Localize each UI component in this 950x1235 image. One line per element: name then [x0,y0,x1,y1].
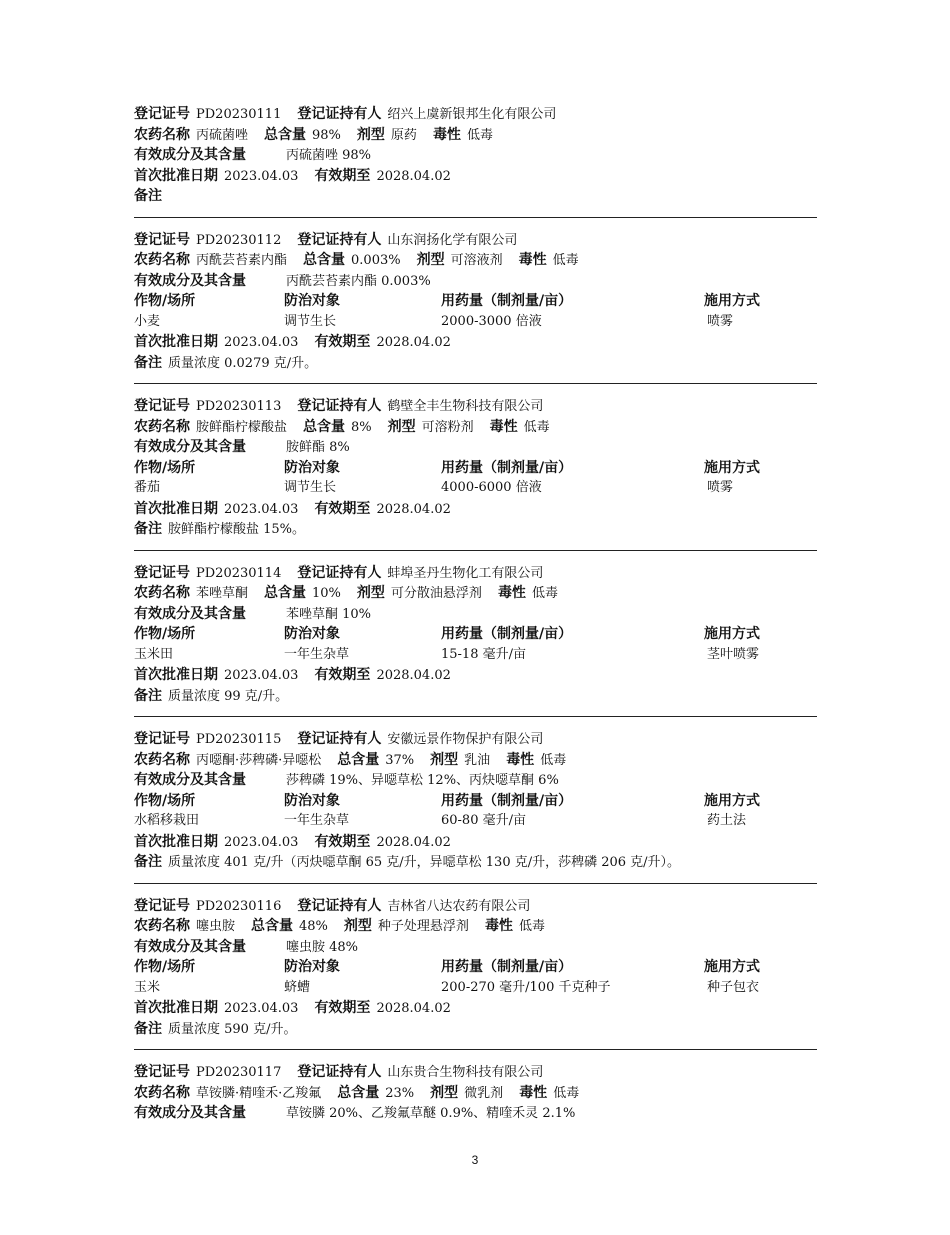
ingredients-line [134,271,817,292]
remark-value: 质量浓度 590 克/升。 [168,1021,297,1037]
holder-label: 登记证持有人 [297,564,382,581]
crop-value: 番茄 [134,480,161,495]
holder-value: 山东贵合生物科技有限公司 [387,1065,544,1080]
registration-record [134,230,817,385]
valid-value: 2028.04.02 [376,335,451,350]
registration-record [134,729,817,884]
valid-value: 2028.04.02 [376,668,451,683]
name-line [134,250,817,271]
target-value: 一年生杂草 [284,813,350,828]
approval-label: 首次批准日期 [134,1000,218,1016]
remark-label: 备注 [134,1020,162,1037]
approval-line [134,832,817,853]
target-value: 调节生长 [284,480,337,495]
use-table-header [134,957,817,978]
remark-value: 质量浓度 0.0279 克/升。 [168,355,318,371]
reg-no-value: PD20230116 [196,898,282,914]
target-header: 防治对象 [284,459,340,476]
toxicity-label: 毒性 [497,585,526,601]
dosage-value: 200-270 毫升/100 千克种子 [441,979,611,995]
dosage-value: 60-80 毫升/亩 [441,813,526,828]
reg-line [134,230,817,251]
form-label: 剂型 [356,126,385,143]
crop-value: 玉米田 [134,646,174,662]
approval-label: 首次批准日期 [134,667,218,683]
holder-value: 蚌埠圣丹生物化工有限公司 [387,565,544,581]
toxicity-label: 毒性 [489,418,518,435]
reg-no-value: PD20230112 [196,232,282,248]
total-label: 总含量 [251,918,294,934]
approval-line [134,332,817,353]
reg-line [134,396,817,417]
method-header: 施用方式 [704,959,760,975]
total-label: 总含量 [337,1084,380,1101]
approval-label: 首次批准日期 [134,833,218,850]
remark-label: 备注 [134,854,162,870]
table-row [134,478,817,499]
target-header: 防治对象 [284,959,340,975]
form-value: 原药 [390,127,417,143]
toxicity-value: 低毒 [552,253,579,268]
toxicity-label: 毒性 [432,126,461,143]
remark-line [134,686,817,707]
reg-no-value: PD20230114 [196,565,282,581]
crop-value: 玉米 [134,979,161,995]
registration-record [134,896,817,1051]
crop-header: 作物/场所 [134,293,196,309]
form-value: 可分散油悬浮剂 [390,586,482,601]
reg-line [134,729,817,750]
toxicity-label: 毒性 [519,1084,548,1101]
approval-line [134,166,817,187]
toxicity-value: 低毒 [518,919,545,934]
crop-header: 作物/场所 [134,459,196,476]
registration-record [134,396,817,551]
ingredients-label: 有效成分及其含量 [134,938,246,955]
ingredients-label: 有效成分及其含量 [134,439,246,455]
valid-value: 2028.04.02 [376,1001,451,1016]
holder-value: 绍兴上虞新银邦生化有限公司 [387,107,557,122]
total-value: 37% [385,752,415,768]
total-value: 98% [312,127,341,143]
name-line [134,750,817,771]
form-label: 剂型 [387,418,416,435]
form-label: 剂型 [416,252,445,268]
method-header: 施用方式 [704,792,760,809]
reg-line [134,896,817,917]
holder-label: 登记证持有人 [297,731,382,747]
table-row [134,978,817,999]
name-label: 农药名称 [134,418,190,435]
total-value: 0.003% [351,253,401,268]
target-value: 调节生长 [284,313,337,329]
remark-value: 质量浓度 99 克/升。 [168,688,289,704]
name-label: 农药名称 [134,126,190,143]
approval-value: 2023.04.03 [224,834,299,850]
name-value: 丙硫菌唑 [196,127,249,143]
holder-label: 登记证持有人 [297,1064,382,1080]
form-value: 可溶粉剂 [421,419,474,435]
remark-line [134,519,817,540]
holder-label: 登记证持有人 [297,897,382,914]
table-row [134,312,817,333]
target-header: 防治对象 [284,626,340,642]
total-label: 总含量 [264,585,307,601]
holder-value: 吉林省八达农药有限公司 [387,898,531,914]
reg-line [134,104,817,125]
name-value: 丙酰芸苔素内酯 [196,253,288,268]
total-value: 8% [351,419,372,435]
valid-value: 2028.04.02 [376,168,451,184]
approval-value: 2023.04.03 [224,168,299,184]
toxicity-value: 低毒 [466,127,493,143]
toxicity-label: 毒性 [506,751,535,768]
registration-record [134,104,817,218]
use-table-header [134,624,817,645]
reg-no-value: PD20230117 [196,1065,282,1080]
reg-no-value: PD20230115 [196,732,282,747]
document-body [134,104,817,1146]
valid-label: 有效期至 [314,1000,371,1016]
dosage-header: 用药量（制剂量/亩） [441,293,573,309]
reg-no-label: 登记证号 [134,398,190,414]
target-header: 防治对象 [284,293,340,309]
total-label: 总含量 [337,751,380,768]
method-value: 种子包衣 [707,979,760,995]
name-line [134,916,817,937]
ingredients-label: 有效成分及其含量 [134,272,246,289]
use-table-header [134,291,817,312]
toxicity-value: 低毒 [523,419,550,435]
page-number: 3 [471,1153,479,1167]
ingredients-value: 草铵膦 20%、乙羧氟草醚 0.9%、精喹禾灵 2.1% [286,1106,576,1121]
method-value: 喷雾 [707,313,734,329]
valid-label: 有效期至 [314,334,371,350]
registration-record [134,563,817,718]
toxicity-value: 低毒 [531,586,558,601]
reg-no-label: 登记证号 [134,897,190,914]
remark-value: 胺鲜酯柠檬酸盐 15%。 [168,522,306,537]
method-value: 茎叶喷雾 [707,646,760,662]
name-label: 农药名称 [134,751,190,768]
ingredients-line [134,437,817,458]
name-value: 草铵膦·精喹禾·乙羧氟 [196,1085,322,1101]
reg-no-label: 登记证号 [134,731,190,747]
dosage-header: 用药量（制剂量/亩） [441,792,573,809]
dosage-header: 用药量（制剂量/亩） [441,959,573,975]
form-value: 乳油 [464,752,491,768]
form-label: 剂型 [356,585,385,601]
use-table-header [134,458,817,479]
name-line [134,583,817,604]
valid-label: 有效期至 [314,833,371,850]
total-label: 总含量 [264,126,307,143]
dosage-value: 4000-6000 倍液 [441,480,542,495]
ingredients-label: 有效成分及其含量 [134,1105,246,1121]
ingredients-line [134,770,817,791]
ingredients-line [134,145,817,166]
reg-no-value: PD20230113 [196,399,282,414]
form-label: 剂型 [343,918,372,934]
total-label: 总含量 [303,418,346,435]
name-label: 农药名称 [134,918,190,934]
name-line [134,1083,817,1104]
method-value: 药土法 [707,813,747,828]
toxicity-label: 毒性 [484,918,513,934]
remark-value: 质量浓度 401 克/升（丙炔噁草酮 65 克/升，异噁草松 130 克/升，莎稗磷 206 克/升）。 [168,855,681,870]
form-value: 可溶液剂 [450,253,503,268]
reg-no-label: 登记证号 [134,564,190,581]
dosage-value: 15-18 毫升/亩 [441,646,526,662]
target-header: 防治对象 [284,792,340,809]
name-value: 胺鲜酯柠檬酸盐 [196,419,288,435]
approval-value: 2023.04.03 [224,668,299,683]
holder-label: 登记证持有人 [297,106,382,122]
use-table-header [134,791,817,812]
name-label: 农药名称 [134,252,190,268]
ingredients-line [134,604,817,625]
reg-no-label: 登记证号 [134,106,190,122]
ingredients-line [134,937,817,958]
remark-line [134,186,817,207]
ingredients-value: 丙硫菌唑 98% [286,148,372,163]
name-label: 农药名称 [134,585,190,601]
reg-line [134,563,817,584]
remark-line [134,852,817,873]
remark-label: 备注 [134,521,162,537]
approval-line [134,499,817,520]
valid-label: 有效期至 [314,667,371,683]
crop-value: 小麦 [134,313,161,329]
approval-label: 首次批准日期 [134,167,218,184]
crop-value: 水稻移栽田 [134,813,200,828]
name-value: 苯唑草酮 [196,586,249,601]
valid-value: 2028.04.02 [376,501,451,517]
dosage-header: 用药量（制剂量/亩） [441,459,573,476]
registration-record [134,1062,817,1134]
ingredients-value: 丙酰芸苔素内酯 0.003% [286,273,431,289]
form-value: 微乳剂 [464,1085,504,1101]
ingredients-label: 有效成分及其含量 [134,605,246,622]
approval-value: 2023.04.03 [224,501,299,517]
valid-label: 有效期至 [314,500,371,517]
crop-header: 作物/场所 [134,626,196,642]
ingredients-label: 有效成分及其含量 [134,147,246,163]
ingredients-value: 胺鲜酯 8% [286,440,350,455]
approval-value: 2023.04.03 [224,335,299,350]
form-value: 种子处理悬浮剂 [377,919,469,934]
remark-label: 备注 [134,188,162,204]
total-value: 48% [299,919,328,934]
name-line [134,417,817,438]
ingredients-label: 有效成分及其含量 [134,772,246,788]
toxicity-label: 毒性 [518,252,547,268]
crop-header: 作物/场所 [134,959,196,975]
approval-label: 首次批准日期 [134,500,218,517]
approval-value: 2023.04.03 [224,1001,299,1016]
holder-value: 安徽远景作物保护有限公司 [387,732,544,747]
holder-value: 山东润扬化学有限公司 [387,232,518,248]
holder-label: 登记证持有人 [297,398,382,414]
holder-label: 登记证持有人 [297,231,382,248]
name-value: 丙噁酮·莎稗磷·异噁松 [196,752,322,768]
reg-no-value: PD20230111 [196,107,282,122]
name-value: 噻虫胺 [196,919,236,934]
valid-label: 有效期至 [314,167,371,184]
target-value: 一年生杂草 [284,646,350,662]
table-row [134,645,817,666]
reg-no-label: 登记证号 [134,1064,190,1080]
dosage-header: 用药量（制剂量/亩） [441,626,573,642]
table-row [134,811,817,832]
ingredients-line [134,1103,817,1124]
remark-line [134,353,817,374]
dosage-value: 2000-3000 倍液 [441,313,542,329]
approval-line [134,665,817,686]
form-label: 剂型 [430,751,459,768]
approval-line [134,998,817,1019]
reg-line [134,1062,817,1083]
form-label: 剂型 [430,1084,459,1101]
ingredients-value: 噻虫胺 48% [286,939,359,955]
method-value: 喷雾 [707,480,734,495]
holder-value: 鹤壁全丰生物科技有限公司 [387,399,544,414]
remark-label: 备注 [134,354,162,371]
target-value: 蛴螬 [284,979,311,995]
toxicity-value: 低毒 [540,752,567,768]
valid-value: 2028.04.02 [376,834,451,850]
method-header: 施用方式 [704,626,760,642]
ingredients-value: 莎稗磷 19%、异噁草松 12%、丙炔噁草酮 6% [286,773,559,788]
ingredients-value: 苯唑草酮 10% [286,606,372,622]
total-value: 10% [312,586,341,601]
method-header: 施用方式 [704,459,760,476]
total-label: 总含量 [303,252,346,268]
reg-no-label: 登记证号 [134,231,190,248]
crop-header: 作物/场所 [134,792,196,809]
total-value: 23% [385,1085,415,1101]
name-label: 农药名称 [134,1084,190,1101]
remark-line [134,1019,817,1040]
method-header: 施用方式 [704,293,760,309]
approval-label: 首次批准日期 [134,334,218,350]
toxicity-value: 低毒 [553,1085,580,1101]
name-line [134,125,817,146]
remark-label: 备注 [134,687,162,704]
